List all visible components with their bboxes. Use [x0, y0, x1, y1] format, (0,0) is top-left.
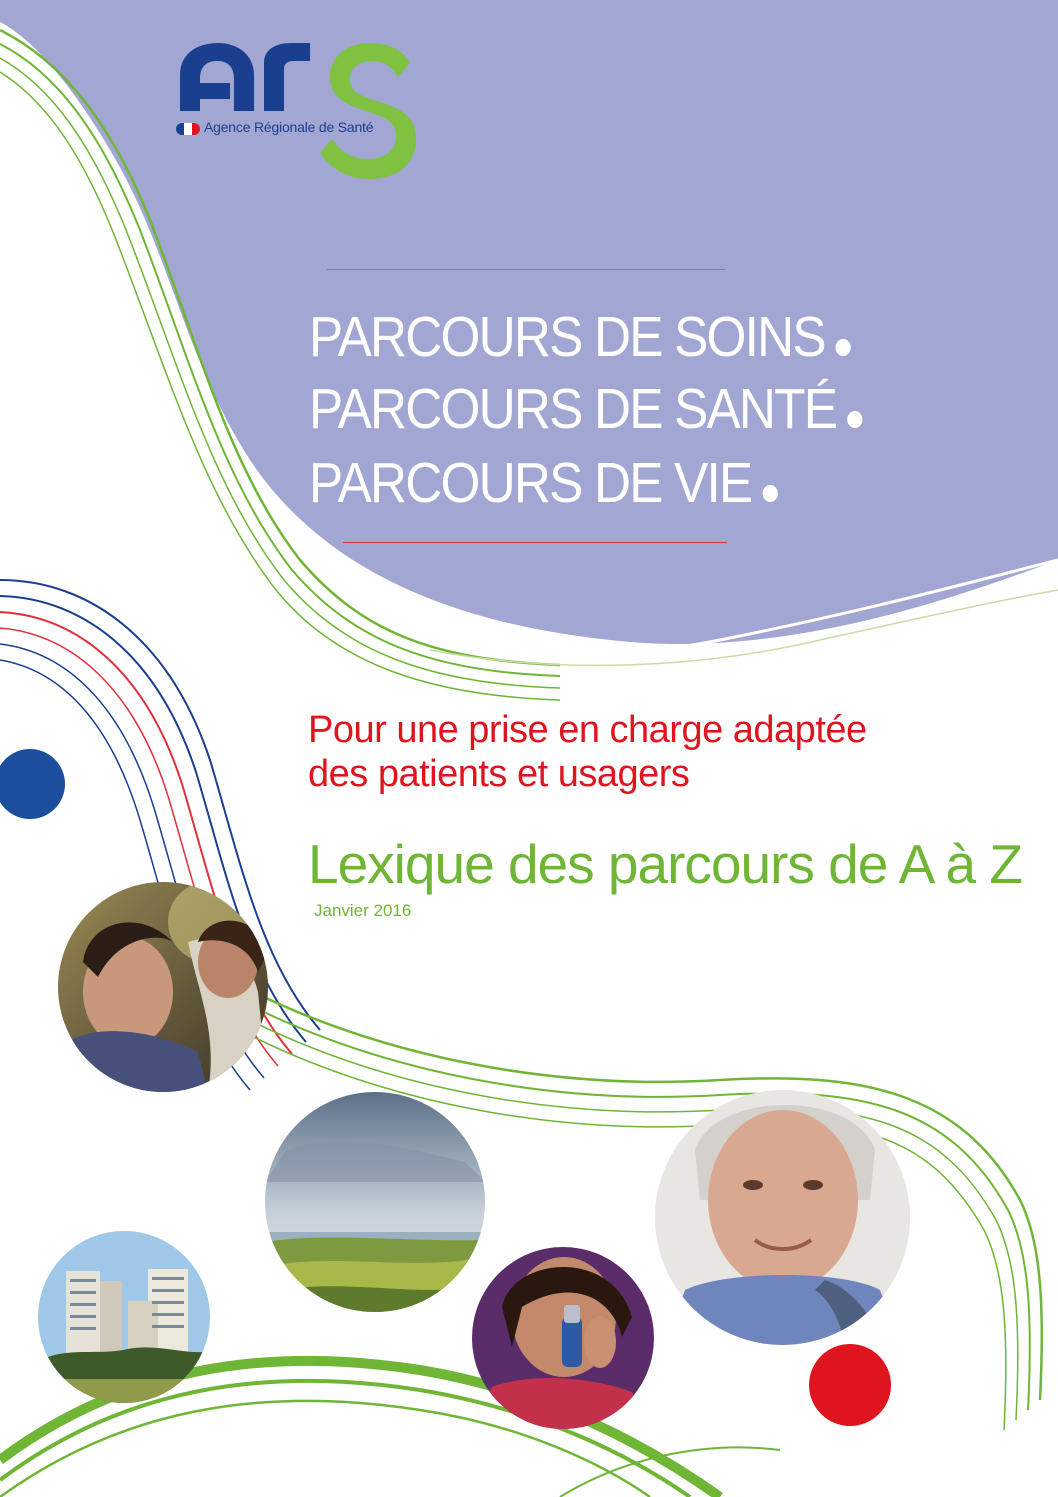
blue-dot-decoration [0, 749, 65, 819]
tagline-line-2: des patients et usagers [308, 753, 690, 795]
photo-young-people [58, 882, 268, 1092]
tagline-line-1: Pour une prise en charge adaptée [308, 709, 867, 751]
heading-vie [309, 451, 777, 515]
bullet-dot [762, 485, 777, 502]
photo-child-inhaler [472, 1247, 654, 1429]
top-divider [327, 269, 725, 270]
bullet-dot [847, 411, 862, 428]
document-title: Lexique des parcours de A à Z [308, 833, 1022, 895]
ars-logo [170, 35, 430, 185]
red-dot-decoration [809, 1344, 891, 1426]
publication-date: Janvier 2016 [314, 901, 412, 920]
photo-buildings [38, 1231, 210, 1403]
heading-soins [309, 305, 851, 369]
photo-elderly-woman [655, 1090, 910, 1345]
logo-subtitle: Agence Régionale de Santé [204, 119, 374, 135]
photo-landscape [265, 1092, 485, 1312]
heading-text: PARCOURS DE SANTÉ [309, 377, 837, 441]
heading-text: PARCOURS DE VIE [309, 451, 752, 515]
bullet-dot [836, 339, 851, 356]
french-flag-icon [176, 123, 200, 135]
heading-sante [309, 377, 862, 441]
tagline [308, 708, 958, 796]
bottom-divider [343, 542, 727, 543]
ars-logo-mark [170, 35, 430, 185]
heading-text: PARCOURS DE SOINS [309, 305, 825, 369]
